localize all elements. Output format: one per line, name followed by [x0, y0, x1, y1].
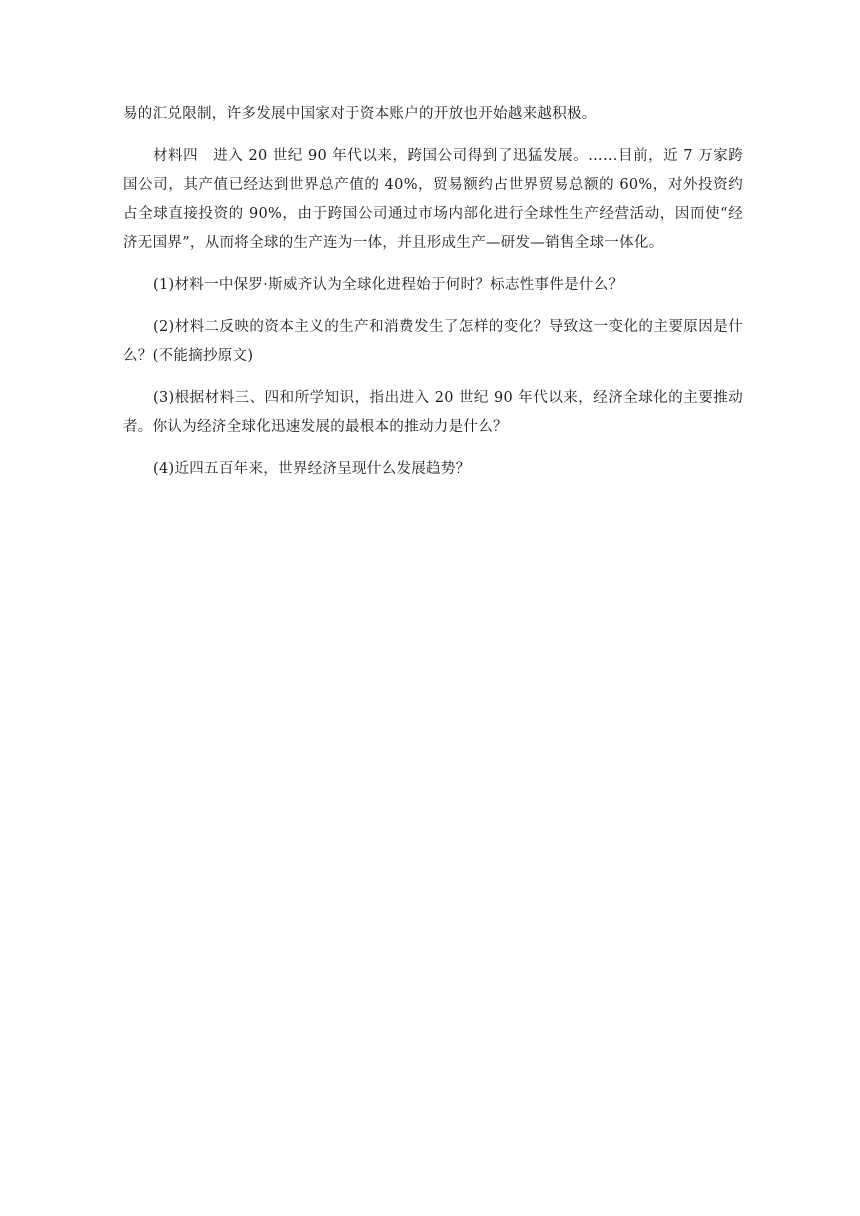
- question-4: (4)近四五百年来，世界经济呈现什么发展趋势？: [153, 461, 471, 477]
- question-1: (1)材料一中保罗·斯威齐认为全球化进程始于何时？标志性事件是什么？: [153, 277, 624, 293]
- paragraph-material-four: 材料四 进入 20 世纪 90 年代以来，跨国公司得到了迅猛发展。……目前，近 7 万家跨国公司，其产值已经达到世界总产值的 40%，贸易额约占世界贸易总额的 60%，对外投资约占全球直接投资的 90%，由于跨国公司通过市场内部化进行全球性生产经营活动，因而使“经济无国界”，从而将全球的生产连为一体，并且形成生产—研发—销售全球一体化。: [123, 148, 743, 251]
- question-2: (2)材料二反映的资本主义的生产和消费发生了怎样的变化？导致这一变化的主要原因是什么？(不能摘抄原文): [123, 319, 743, 364]
- question-3: (3)根据材料三、四和所学知识，指出进入 20 世纪 90 年代以来，经济全球化的主要推动者。你认为经济全球化迅速发展的最根本的推动力是什么？: [123, 390, 743, 435]
- document-body: [123, 100, 743, 484]
- paragraph-continuation: 易的汇兑限制，许多发展中国家对于资本账户的开放也开始越来越积极。: [123, 106, 597, 122]
